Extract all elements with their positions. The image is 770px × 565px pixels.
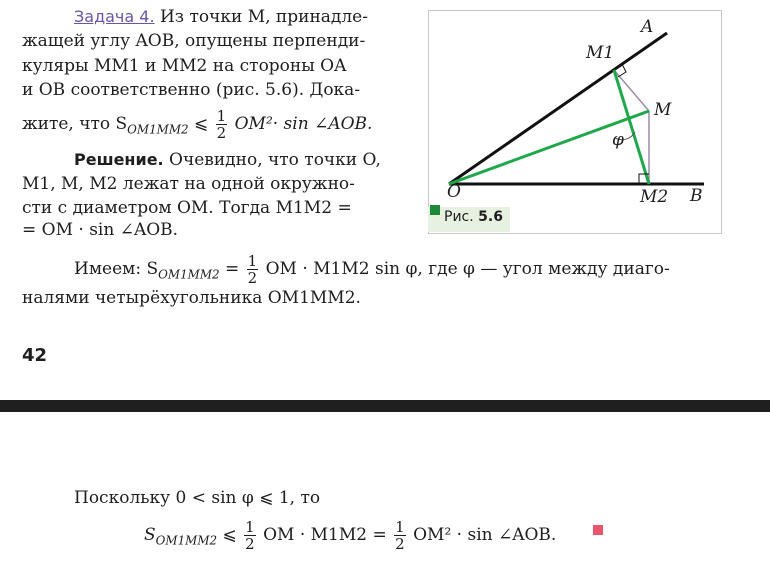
solution-heading: Решение. xyxy=(74,150,164,169)
ray-oa xyxy=(449,33,667,184)
fraction-den: 2 xyxy=(216,124,227,142)
solution-line-2: M1, M, M2 лежат на одной окружно- xyxy=(22,174,355,194)
label-o: O xyxy=(447,182,461,202)
figure-diagram xyxy=(429,11,721,233)
solution-line-1 xyxy=(74,149,381,171)
final-frac-2-den: 2 xyxy=(395,535,405,553)
final-frac-1 xyxy=(244,519,256,552)
final-mid: OM · M1M2 = xyxy=(263,525,387,545)
final-frac-2 xyxy=(394,519,406,552)
segment-m1m2 xyxy=(614,70,649,184)
problem-text-6: OM²· sin ∠AOB. xyxy=(234,114,373,134)
area-fraction xyxy=(247,253,259,286)
area-rest: OM · M1M2 sin φ, где φ — угол между диаго- xyxy=(265,259,670,279)
final-formula xyxy=(144,519,556,552)
final-le: ⩽ xyxy=(222,525,237,545)
area-frac-den: 2 xyxy=(247,269,258,287)
label-m2: M2 xyxy=(640,187,669,207)
problem-heading[interactable]: Задача 4. xyxy=(74,7,155,26)
problem-line-2: жащей углу AOB, опущены перпенди- xyxy=(22,31,366,51)
problem-line-1 xyxy=(74,6,368,28)
page-number: 42 xyxy=(22,345,48,366)
solution-text-1: Очевидно, что точки O, xyxy=(169,150,381,170)
solution-line-4: = OM · sin ∠AOB. xyxy=(22,220,179,240)
label-m: M xyxy=(654,100,672,120)
final-end: OM² · sin ∠AOB. xyxy=(413,525,557,545)
caption-number: 5.6 xyxy=(478,209,503,225)
area-prefix: Имеем: S xyxy=(74,259,159,279)
le-sign: ⩽ xyxy=(193,114,209,134)
problem-text-5: жите, что S xyxy=(22,114,128,134)
solution-line-3: сти с диаметром OM. Тогда M1M2 = xyxy=(22,198,352,218)
figure-caption xyxy=(444,209,503,225)
fraction-num: 1 xyxy=(216,107,227,125)
label-b: B xyxy=(690,186,703,206)
area-sub: OM1MM2 xyxy=(158,267,220,282)
problem-text-1: Из точки M, принадле- xyxy=(159,7,368,27)
area-eq: = xyxy=(224,259,240,279)
label-a: A xyxy=(641,17,654,37)
final-frac-1-num: 1 xyxy=(245,518,255,536)
problem-line-3: куляры MM1 и MM2 на стороны OA xyxy=(22,56,347,76)
final-s: S xyxy=(144,525,156,545)
caption-marker-icon xyxy=(430,205,440,215)
area-subscript: OM1MM2 xyxy=(127,122,189,137)
label-phi: φ xyxy=(612,130,624,150)
area-line xyxy=(74,253,670,286)
area-line-2: налями четырёхугольника OM1MM2. xyxy=(22,288,361,308)
final-frac-2-num: 1 xyxy=(395,518,405,536)
problem-line-5 xyxy=(22,108,372,141)
end-mark-icon xyxy=(593,525,603,535)
final-frac-1-den: 2 xyxy=(245,535,255,553)
figure-frame xyxy=(428,10,722,234)
area-frac-num: 1 xyxy=(247,252,258,270)
caption-prefix: Рис. xyxy=(444,209,474,225)
fraction-half xyxy=(216,108,228,141)
final-sub: OM1MM2 xyxy=(155,533,218,548)
problem-line-4: и OB соответственно (рис. 5.6). Дока- xyxy=(22,80,361,100)
continuation-line-1: Поскольку 0 < sin φ ⩽ 1, то xyxy=(74,488,321,508)
page-divider xyxy=(0,400,770,412)
label-m1: M1 xyxy=(586,43,615,63)
